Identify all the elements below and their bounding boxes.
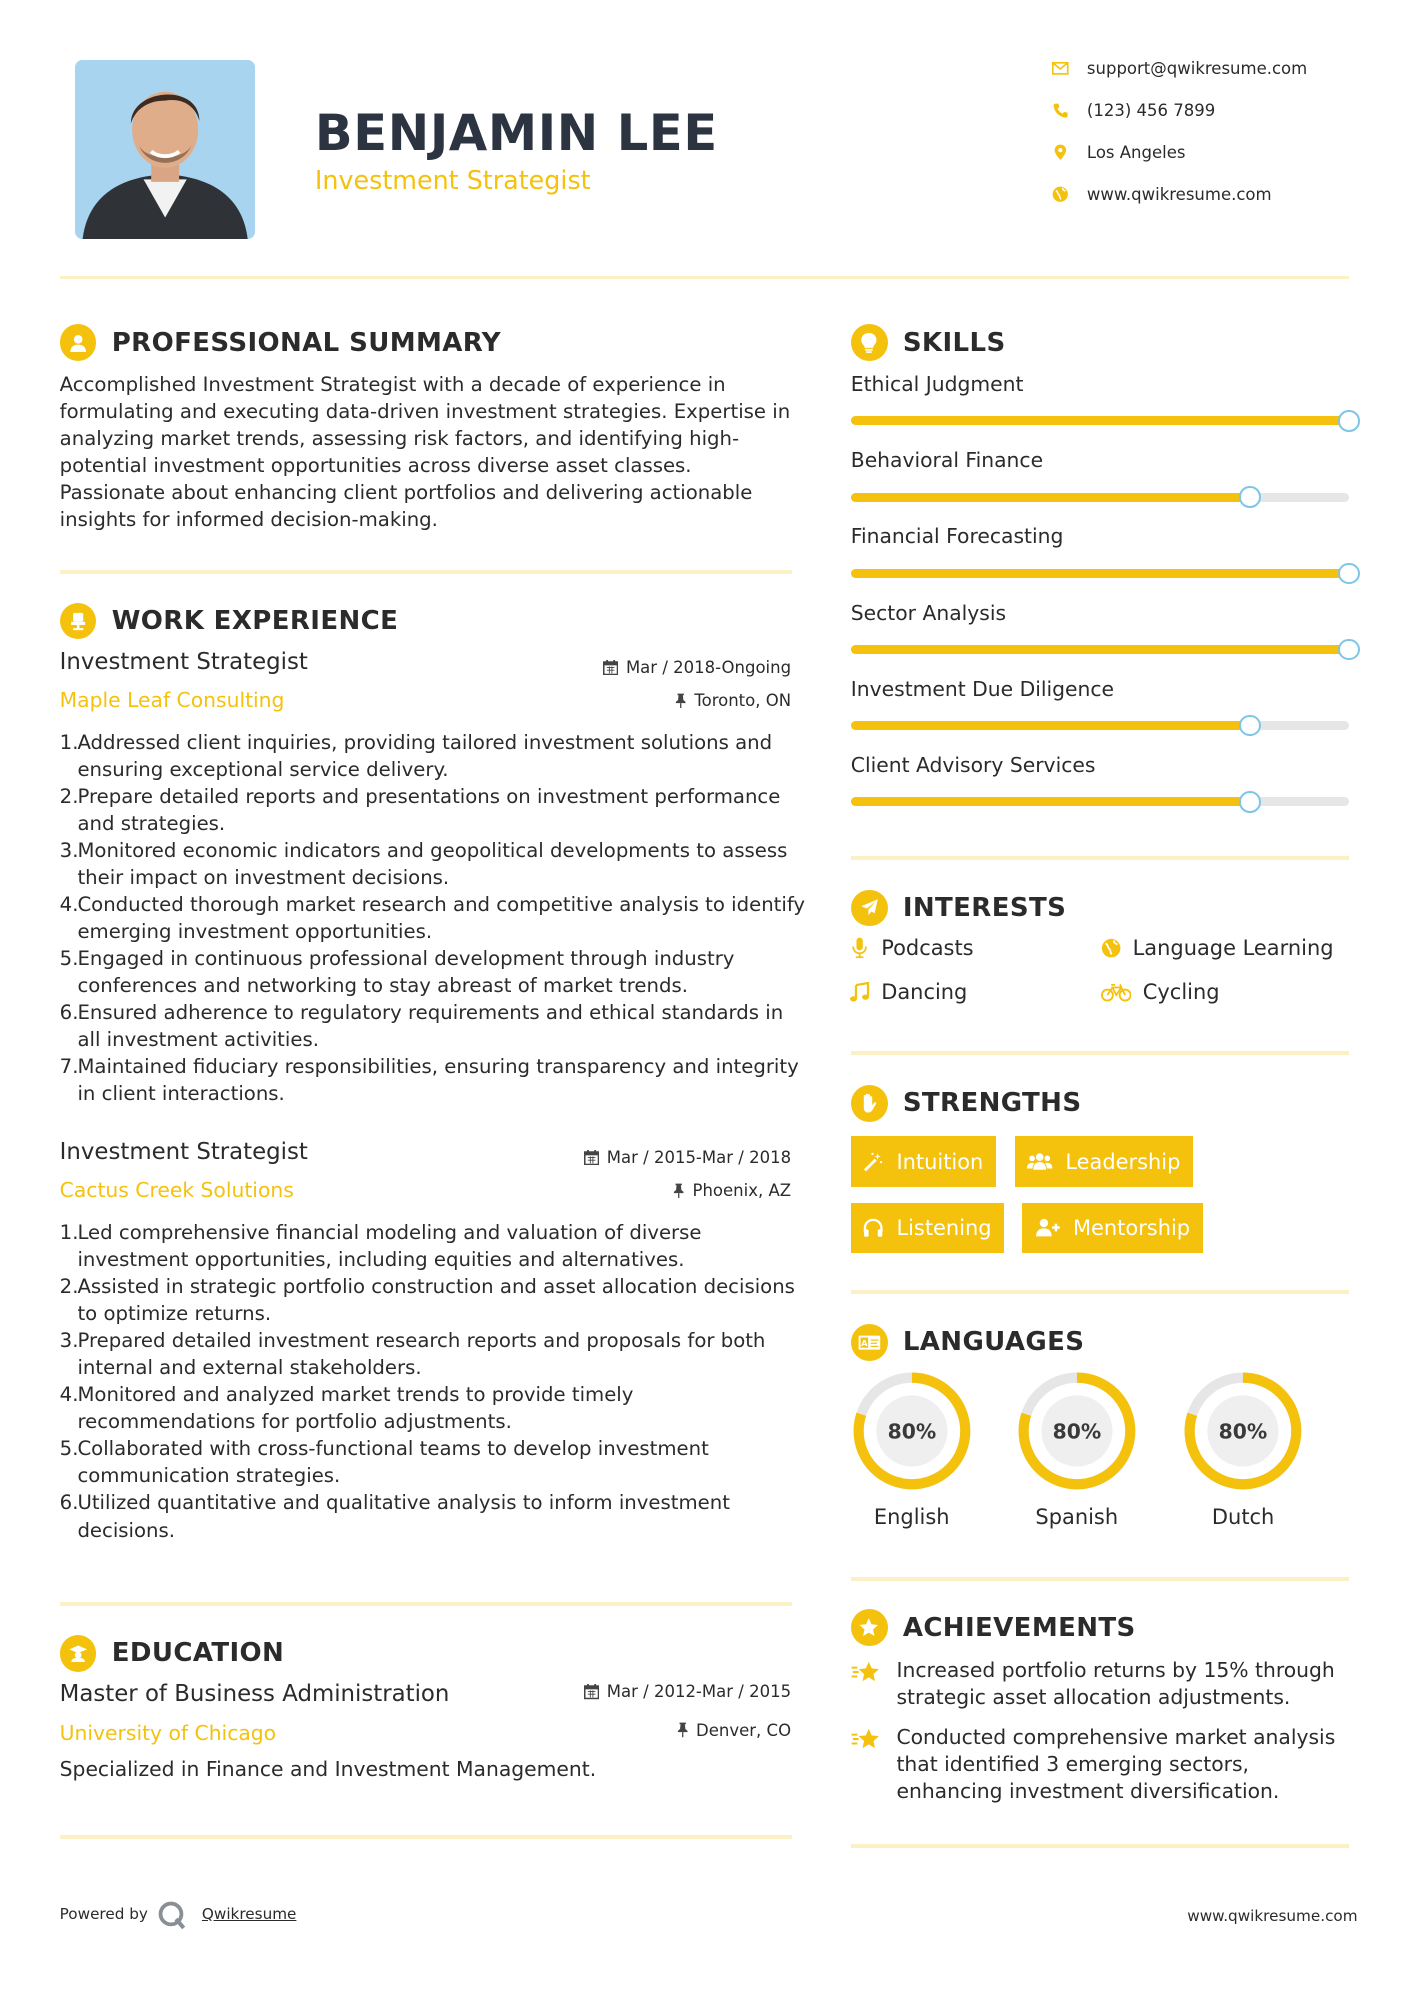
list-item: 3. Prepared detailed investment research reports and proposals for both internal and external stakeholders. (59, 1329, 766, 1380)
pushpin-icon (677, 1722, 688, 1737)
envelope-icon (1051, 62, 1069, 75)
achievement-item (851, 1657, 1353, 1711)
calendar-icon (603, 660, 618, 675)
job-company: Maple Leaf Consulting (59, 688, 285, 713)
job-date-text: Mar / 2015-Mar / 2018 (606, 1147, 792, 1167)
contact-website-text: www.qwikresume.com (1086, 184, 1272, 204)
lightbulb-icon (851, 324, 888, 361)
achievements-heading (851, 1609, 1136, 1647)
job-title: Investment Strategist (59, 1139, 308, 1165)
star-badge-icon (851, 1609, 888, 1646)
skills-title: SKILLS (902, 327, 1006, 358)
interest-label: Cycling (1142, 980, 1220, 1005)
skill-bar (851, 416, 1349, 425)
skill-bar (851, 721, 1349, 730)
language-ring-chart (851, 1370, 973, 1492)
skill-bar-fill (851, 416, 1349, 425)
achievements-divider (851, 1844, 1349, 1848)
list-item: 4. Monitored and analyzed market trends to provide timely recommendations for portfolio adjustments. (59, 1383, 634, 1434)
user-icon (60, 324, 97, 361)
summary-divider (60, 570, 793, 574)
qwikresume-logo (157, 1900, 187, 1930)
strength-chip (851, 1203, 1005, 1254)
skill-name: Investment Due Diligence (850, 676, 1115, 701)
skill-bar-fill (851, 797, 1250, 806)
skill-bar-fill (851, 721, 1250, 730)
skill-bar (851, 569, 1349, 578)
language-percent: 80% (887, 1419, 937, 1444)
list-item: 2. Prepare detailed reports and presentations on investment performance and strategies. (59, 784, 781, 835)
contact-phone-text: (123) 456 7899 (1086, 100, 1216, 120)
strength-label: Listening (896, 1215, 992, 1240)
language-percent: 80% (1218, 1419, 1268, 1444)
summary-title: PROFESSIONAL SUMMARY (111, 327, 501, 358)
skill-level-knob (1239, 486, 1261, 508)
job-date (508, 658, 791, 677)
job-date-text: Mar / 2018-Ongoing (625, 657, 792, 677)
job-company: Cactus Creek Solutions (59, 1178, 294, 1203)
contact-location (1051, 141, 1185, 164)
experience-divider (60, 1602, 793, 1606)
language-name: Dutch (1211, 1504, 1275, 1529)
interest-label: Language Learning (1132, 935, 1334, 960)
language-name: Spanish (1035, 1504, 1119, 1529)
strengths-heading (851, 1084, 1082, 1122)
candidate-title: Investment Strategist (314, 165, 591, 196)
star-icon (851, 1724, 881, 1805)
list-item: 1. Addressed client inquiries, providing tailored investment solutions and ensuring exceptional service delivery. (59, 730, 773, 781)
achievements-title: ACHIEVEMENTS (902, 1612, 1136, 1643)
degree-title: Master of Business Administration (59, 1681, 450, 1708)
bicycle-icon (1100, 983, 1133, 1002)
skill-bar-fill (851, 569, 1349, 578)
svg-text:A: A (860, 1337, 868, 1348)
list-item: 5. Collaborated with cross-functional teams to develop investment communication strategies. (59, 1437, 709, 1488)
skill-bar (851, 797, 1349, 806)
language-name: English (873, 1504, 950, 1529)
contact-location-text: Los Angeles (1086, 142, 1186, 162)
job-title: Investment Strategist (59, 648, 308, 675)
list-item: 3. Monitored economic indicators and geopolitical developments to assess their impact on investment decisions. (59, 839, 788, 890)
interest-item (1100, 936, 1334, 960)
job-location-text: Toronto, ON (694, 690, 792, 710)
globe-icon (1051, 186, 1069, 203)
skill-name: Sector Analysis (850, 600, 1007, 625)
interest-label: Dancing (881, 980, 968, 1005)
contact-email-text: support@qwikresume.com (1086, 59, 1308, 79)
calendar-icon (584, 1684, 599, 1699)
list-item: 5. Engaged in continuous professional development through industry conferences and networking to stay abreast of market trends. (59, 947, 735, 998)
skill-bar-fill (851, 493, 1250, 502)
microphone-icon (848, 937, 871, 959)
achievement-item (851, 1724, 1353, 1805)
summary-text: Accomplished Investment Strategist with a decade of experience in formulating and executing data-driven investment strategies. Expertise in analyzing market trends, assessing risk factors, and identifying high-potential investment opportunities across diverse asset classes. Passionate about enhancing client portfolios and delivering actionable insights for informed decision-making. (59, 372, 791, 532)
hand-icon (851, 1085, 888, 1122)
job-date (508, 1148, 791, 1167)
footer-website[interactable]: www.qwikresume.com (1187, 1907, 1358, 1926)
job-responsibilities (60, 729, 809, 1108)
star-icon (851, 1657, 881, 1711)
interest-item (848, 936, 973, 960)
phone-icon (1051, 103, 1069, 118)
language-ring-chart (1016, 1370, 1138, 1492)
pushpin-icon (673, 1183, 684, 1198)
strength-label: Intuition (896, 1149, 984, 1174)
strength-chip (1015, 1136, 1194, 1187)
experience-title: WORK EXPERIENCE (111, 605, 399, 636)
education-location-text: Denver, CO (696, 1720, 792, 1740)
language-ring (851, 1370, 973, 1492)
summary-heading (60, 324, 501, 362)
education-date (508, 1682, 791, 1701)
list-item: 4. Conducted thorough market research and competitive analysis to identify emerging investment opportunities. (59, 893, 806, 944)
skill-level-knob (1338, 639, 1360, 661)
globe-icon (1100, 938, 1123, 958)
experience-heading (60, 602, 399, 640)
language-percent: 80% (1052, 1419, 1102, 1444)
language-ring (1182, 1370, 1304, 1492)
interest-label: Podcasts (881, 935, 974, 960)
candidate-name: BENJAMIN LEE (314, 104, 718, 163)
magic-wand-icon (863, 1152, 883, 1172)
users-icon (1027, 1152, 1052, 1171)
languages-divider (851, 1577, 1349, 1581)
list-item: 7. Maintained fiduciary responsibilities, ensuring transparency and integrity in client interactions. (59, 1055, 799, 1106)
job-location (508, 1181, 791, 1200)
skill-level-knob (1239, 715, 1261, 737)
paper-plane-icon (851, 890, 888, 927)
language-ring (1016, 1370, 1138, 1492)
list-item: 6. Utilized quantitative and qualitative analysis to inform investment decisions. (59, 1491, 730, 1542)
interests-divider (851, 1051, 1349, 1055)
graduate-icon (60, 1635, 97, 1672)
education-title: EDUCATION (111, 1638, 285, 1669)
skill-level-knob (1338, 563, 1360, 585)
user-plus-icon (1035, 1218, 1060, 1237)
contact-email[interactable] (1051, 57, 1307, 80)
skill-name: Ethical Judgment (850, 372, 1024, 397)
pushpin-icon (675, 693, 686, 708)
strength-label: Leadership (1065, 1149, 1181, 1174)
skill-name: Behavioral Finance (850, 448, 1044, 473)
language-ring-chart (1182, 1370, 1304, 1492)
map-pin-icon (1051, 144, 1069, 161)
profile-photo (75, 60, 255, 239)
skill-name: Financial Forecasting (850, 524, 1064, 549)
education-divider (60, 1835, 793, 1839)
job-location (508, 691, 791, 710)
education-heading (60, 1634, 285, 1672)
language-card-icon (851, 1324, 888, 1361)
powered-by-label: Powered by (59, 1904, 148, 1923)
strength-chip (851, 1136, 996, 1187)
strengths-title: STRENGTHS (902, 1088, 1082, 1119)
skill-level-knob (1239, 791, 1261, 813)
skill-name: Client Advisory Services (850, 752, 1096, 777)
interest-item (1100, 980, 1220, 1004)
skill-bar (851, 493, 1349, 502)
skills-heading (851, 324, 1006, 362)
education-description: Specialized in Finance and Investment Management. (59, 1757, 597, 1782)
interests-title: INTERESTS (902, 892, 1067, 923)
education-location (508, 1721, 791, 1740)
achievement-text: Conducted comprehensive market analysis that identified 3 emerging sectors, enhancing investment diversification. (896, 1725, 1336, 1804)
school-name: University of Chicago (59, 1720, 277, 1745)
contact-website[interactable] (1051, 183, 1271, 206)
list-item: 2. Assisted in strategic portfolio construction and asset allocation decisions to optimize returns. (59, 1275, 795, 1326)
briefcase-chair-icon (60, 603, 97, 640)
skill-bar (851, 645, 1349, 654)
interests-heading (851, 889, 1066, 927)
header-divider (60, 276, 1349, 280)
contact-phone[interactable] (1051, 99, 1215, 122)
strength-chip (1022, 1203, 1203, 1254)
achievement-text: Increased portfolio returns by 15% through strategic asset allocation adjustments. (896, 1658, 1335, 1710)
list-item: 6. Ensured adherence to regulatory requirements and ethical standards in all investment activities. (59, 1001, 784, 1052)
list-item: 1. Led comprehensive financial modeling and valuation of diverse investment opportunities, including equities and alternatives. (59, 1221, 702, 1272)
qwikresume-link[interactable]: Qwikresume (201, 1904, 297, 1923)
job-responsibilities (60, 1219, 809, 1544)
skill-level-knob (1338, 410, 1360, 432)
languages-title: LANGUAGES (902, 1327, 1085, 1358)
calendar-icon (584, 1150, 599, 1165)
job-location-text: Phoenix, AZ (692, 1180, 792, 1200)
strengths-divider (851, 1290, 1349, 1294)
education-date-text: Mar / 2012-Mar / 2015 (606, 1682, 792, 1702)
headphones-icon (863, 1218, 883, 1238)
strength-label: Mentorship (1072, 1215, 1191, 1240)
skill-bar-fill (851, 645, 1349, 654)
interest-item (848, 980, 967, 1004)
skills-divider (851, 856, 1349, 860)
music-note-icon (848, 982, 871, 1002)
languages-heading (851, 1323, 1085, 1361)
